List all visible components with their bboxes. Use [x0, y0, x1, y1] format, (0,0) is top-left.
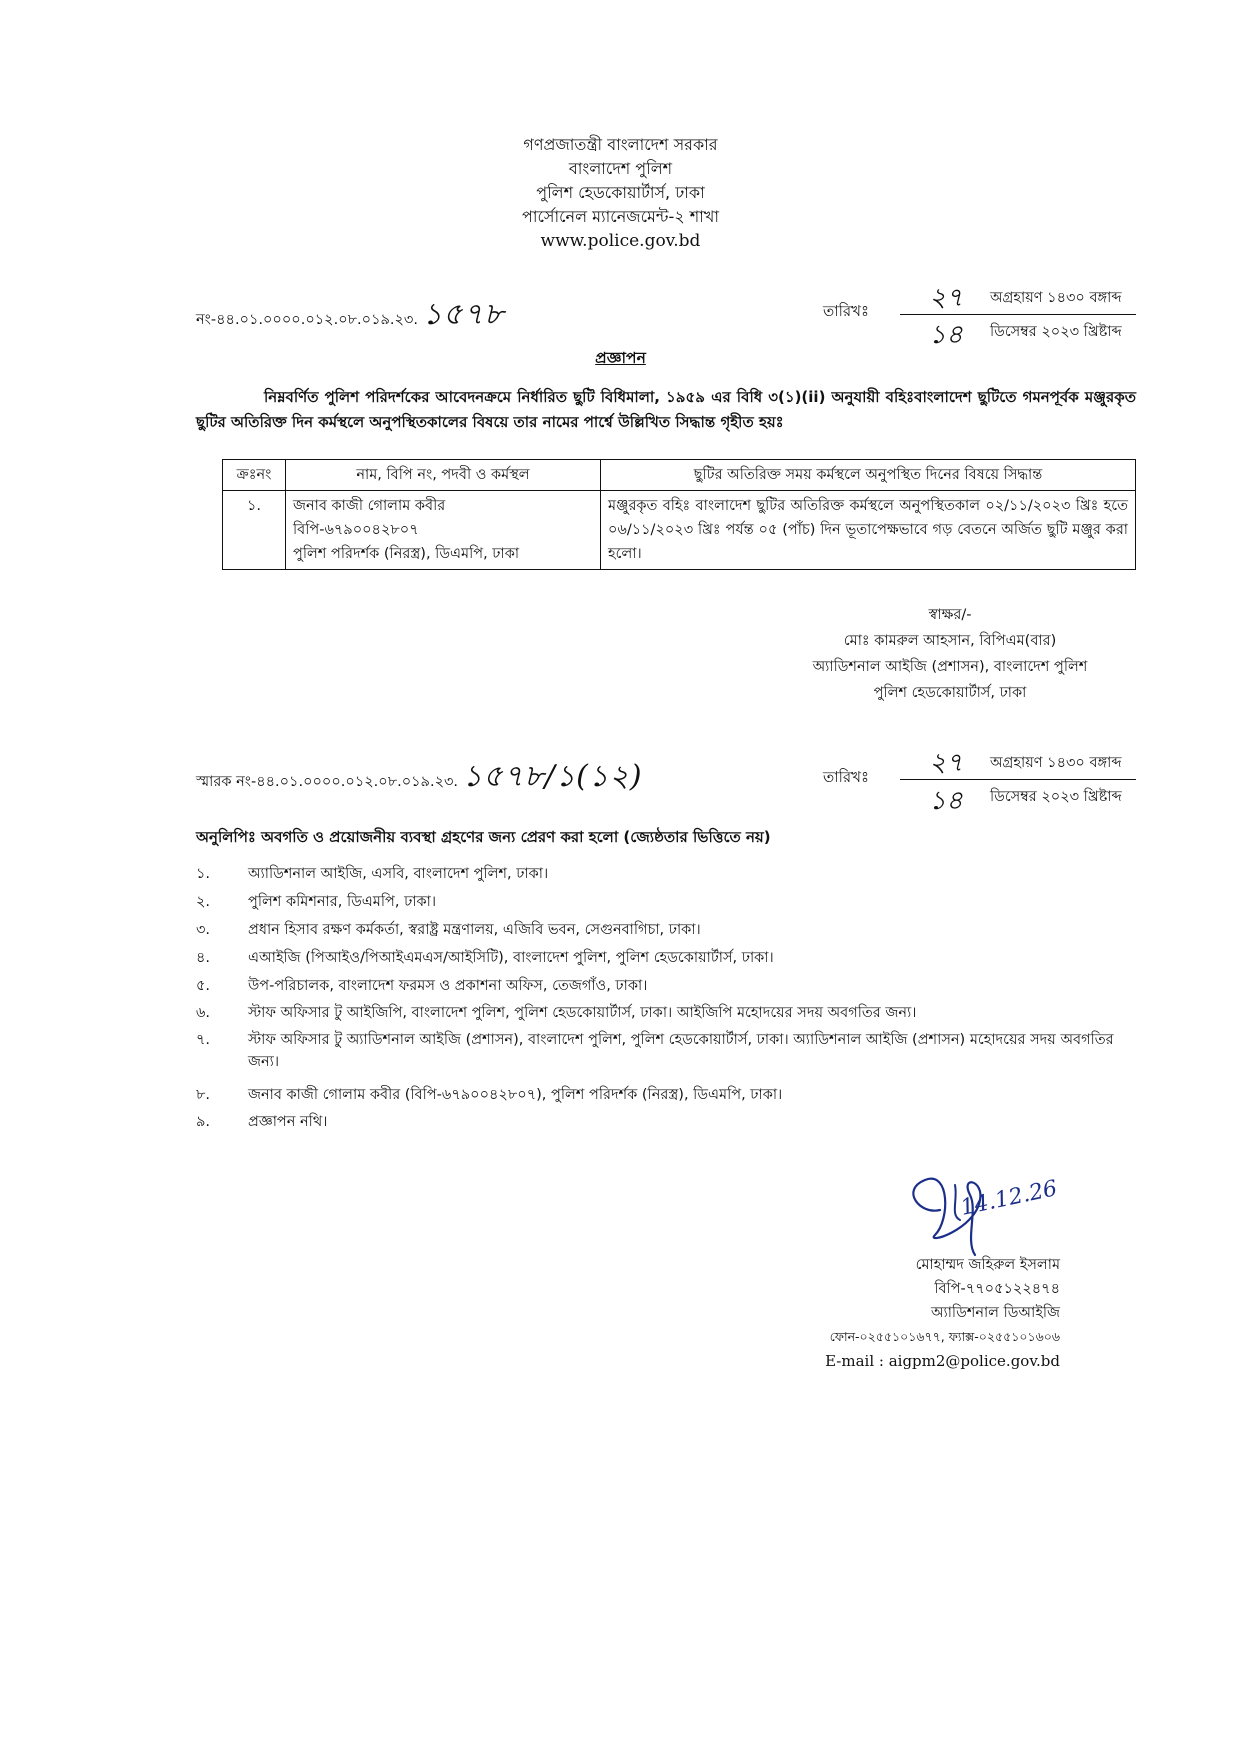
signatory-designation: অ্যাডিশনাল ডিআইজি	[930, 1305, 1060, 1321]
list-item	[196, 1029, 1136, 1075]
table-header-row	[223, 460, 1136, 491]
signatory-bp: বিপি-৭৭০৫১২২৪৭৪	[934, 1281, 1060, 1297]
signatory-email: E-mail : aigpm2@police.gov.bd	[825, 1352, 1060, 1370]
memo2-date-en-day: ১৪	[929, 786, 963, 816]
table-cell-person	[286, 491, 601, 570]
list-item-text: স্টাফ অফিসার টু আইজিপি, বাংলাদেশ পুলিশ, পুলিশ হেডকোয়ার্টার্স, ঢাকা। আইজিপি মহোদয়ের সদয় অবগতির জন্য।	[248, 1005, 917, 1021]
signature-name: মোঃ কামরুল আহসান, বিপিএম(বার)	[843, 633, 1057, 649]
memo2-number-text: স্মারক নং-৪৪.০১.০০০০.০১২.০৮.০১৯.২৩.	[196, 774, 459, 790]
list-item-number: ৪.	[196, 950, 211, 966]
memo-date-label: তারিখঃ	[823, 302, 869, 320]
list-item	[196, 947, 1136, 969]
table-row	[223, 491, 1136, 570]
header-police: বাংলাদেশ পুলিশ	[568, 159, 673, 178]
signature-block-1	[760, 602, 1140, 706]
memo2-number	[196, 752, 643, 803]
list-item-number: ৫.	[196, 978, 211, 994]
list-item-text: প্রজ্ঞাপন নথি।	[248, 1114, 328, 1130]
list-item-text: স্টাফ অফিসার টু অ্যাডিশনাল আইজি (প্রশাসন), বাংলাদেশ পুলিশ, পুলিশ হেডকোয়ার্টার্স, ঢাকা। অ্যাডিশনাল আইজি (প্রশাসন) মহোদয়ের সদয় অবগতির জন্য।	[248, 1032, 1114, 1070]
memo-date-en-month: ডিসেম্বর ২০২৩ খ্রিষ্টাব্দ	[990, 324, 1122, 340]
copy-heading: অনুলিপিঃ অবগতি ও প্রয়োজনীয় ব্যবস্থা গ্রহণের জন্য প্রেরণ করা হলো (জ্যেষ্ঠতার ভিত্তিতে নয়)	[196, 828, 771, 846]
list-item	[196, 1111, 1136, 1133]
person-name: জনাব কাজী গোলাম কবীর	[293, 498, 446, 514]
header-branch: পার্সোনেল ম্যানেজমেন্ট-২ শাখা	[521, 207, 719, 226]
memo2-date-bn-day: ২৭	[929, 748, 963, 778]
list-item-text: অ্যাডিশনাল আইজি, এসবি, বাংলাদেশ পুলিশ, ঢাকা।	[248, 866, 549, 882]
list-item-text: জনাব কাজী গোলাম কবীর (বিপি-৬৭৯০০৪২৮০৭), পুলিশ পরিদর্শক (নিরস্ত্র), ডিএমপি, ঢাকা।	[248, 1087, 783, 1103]
memo2-date-label: তারিখঃ	[823, 768, 869, 786]
memo2-date-en-month: ডিসেম্বর ২০২৩ খ্রিষ্টাব্দ	[990, 789, 1122, 805]
notice-title: প্রজ্ঞাপন	[595, 349, 646, 367]
notice-paragraph: নিম্নবর্ণিত পুলিশ পরিদর্শকের আবেদনক্রমে নির্ধারিত ছুটি বিধিমালা, ১৯৫৯ এর বিধি ৩(১)(ii) অনুযায়ী বহিঃবাংলাদেশ ছুটিতে গমনপূর্বক মঞ্জুরকৃত ছুটির অতিরিক্ত দিন কর্মস্থলে অনুপস্থিতকালের বিষয়ে তার নামের পার্শ্বে উল্লিখিত সিদ্ধান্ত গৃহীত হয়ঃ	[196, 388, 1136, 431]
list-item-number: ১.	[196, 866, 211, 882]
table-cell-decision: মঞ্জুরকৃত বহিঃ বাংলাদেশ ছুটির অতিরিক্ত কর্মস্থলে অনুপস্থিতকাল ০২/১১/২০২৩ খ্রিঃ হতে ০৬/১১/২০২৩ খ্রিঃ পর্যন্ত ০৫ (পাঁচ) দিন ভূতাপেক্ষভাবে গড় বেতনে অর্জিত ছুটি মঞ্জুর করা হলো।	[601, 491, 1136, 570]
list-item-text: পুলিশ কমিশনার, ডিএমপি, ঢাকা।	[248, 894, 437, 910]
list-item-number: ৩.	[196, 922, 211, 938]
person-designation: পুলিশ পরিদর্শক (নিরস্ত্র), ডিএমপি, ঢাকা	[293, 546, 520, 562]
header-headquarters: পুলিশ হেডকোয়ার্টার্স, ঢাকা	[536, 183, 705, 202]
list-item-text: এআইজি (পিআইও/পিআইএমএস/আইসিটি), বাংলাদেশ পুলিশ, পুলিশ হেডকোয়ার্টার্স, ঢাকা।	[248, 950, 774, 966]
memo-number	[196, 290, 505, 341]
list-item	[196, 1002, 1136, 1024]
signatory-phone: ফোন-০২৫৫১০১৬৭৭, ফ্যাক্স-০২৫৫১০১৬০৬	[829, 1329, 1060, 1344]
memo-date-bn-day: ২৭	[929, 283, 963, 313]
table-header-name: নাম, বিপি নং, পদবী ও কর্মস্থল	[286, 460, 601, 491]
list-item	[196, 1084, 1136, 1106]
list-item-text: প্রধান হিসাব রক্ষণ কর্মকর্তা, স্বরাষ্ট্র মন্ত্রণালয়, এজিবি ভবন, সেগুনবাগিচা, ঢাকা।	[248, 922, 701, 938]
memo-date-en-day: ১৪	[929, 320, 963, 350]
header-website: www.police.gov.bd	[540, 231, 701, 251]
list-item-number: ৭.	[196, 1032, 211, 1048]
list-item-number: ২.	[196, 894, 211, 910]
header-block	[0, 133, 1241, 253]
decision-table	[222, 459, 1136, 570]
table-header-decision: ছুটির অতিরিক্ত সময় কর্মস্থলে অনুপস্থিত দিনের বিষয়ে সিদ্ধান্ত	[601, 460, 1136, 491]
signature-office: পুলিশ হেডকোয়ার্টার্স, ঢাকা	[873, 685, 1027, 701]
memo-handwritten-number: ১৫৭৮	[422, 297, 505, 332]
list-item	[196, 891, 1136, 913]
signature-signed: স্বাক্ষর/-	[928, 607, 972, 623]
list-item	[196, 975, 1136, 997]
list-item	[196, 919, 1136, 941]
signatory-name: মোহাম্মদ জহিরুল ইসলাম	[915, 1257, 1060, 1273]
list-item	[196, 863, 1136, 885]
list-item-number: ৯.	[196, 1114, 211, 1130]
memo-number-text: নং-৪৪.০১.০০০০.০১২.০৮.০১৯.২৩.	[196, 312, 418, 328]
signature-block-2	[740, 1253, 1060, 1373]
list-item-text: উপ-পরিচালক, বাংলাদেশ ফরমস ও প্রকাশনা অফিস, তেজগাঁও, ঢাকা।	[248, 978, 648, 994]
header-government: গণপ্রজাতন্ত্রী বাংলাদেশ সরকার	[523, 135, 718, 154]
signature-designation: অ্যাডিশনাল আইজি (প্রশাসন), বাংলাদেশ পুলিশ	[812, 659, 1088, 675]
signature-initial-date: 14.12.26	[958, 1176, 1060, 1221]
table-cell-serial: ১.	[223, 491, 286, 570]
memo2-handwritten-number: ১৫৭৮/১(১২)	[462, 759, 643, 794]
list-item-number: ৬.	[196, 1005, 211, 1021]
table-header-serial: ক্রঃনং	[223, 460, 286, 491]
list-item-number: ৮.	[196, 1087, 211, 1103]
memo-date-bn-month: অগ্রহায়ণ ১৪৩০ বঙ্গাব্দ	[990, 290, 1122, 306]
person-bp: বিপি-৬৭৯০০৪২৮০৭	[293, 522, 419, 538]
memo2-date-bn-month: অগ্রহায়ণ ১৪৩০ বঙ্গাব্দ	[990, 755, 1122, 771]
